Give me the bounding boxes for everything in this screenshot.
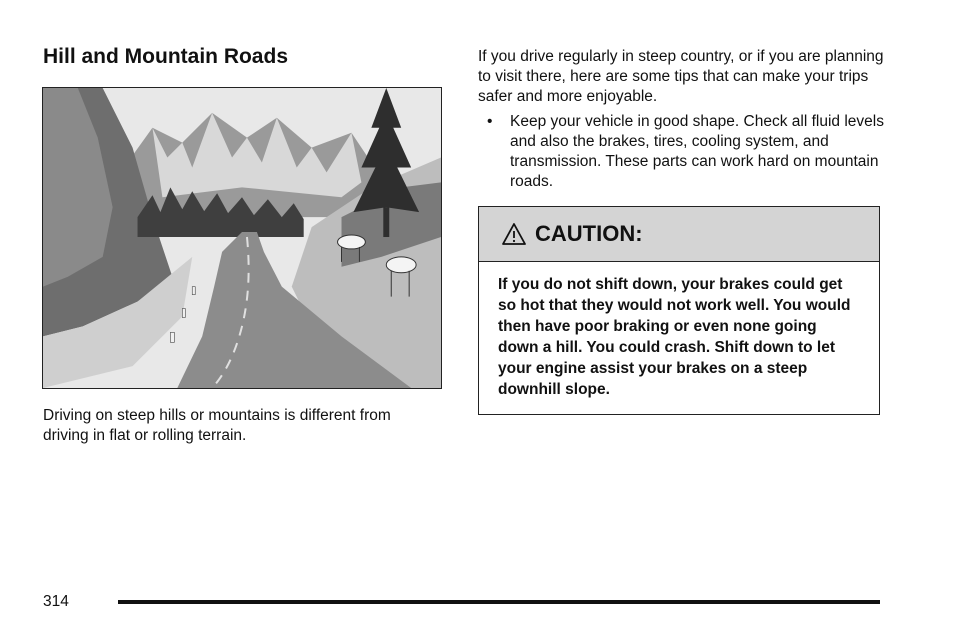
caution-title: CAUTION:: [535, 221, 643, 246]
bullet-icon: •: [487, 113, 493, 130]
tips-list: [478, 112, 888, 192]
caution-text: If you do not shift down, your brakes could get so hot that they would not work well. You would then have poor braking or even none going down a hill. You could crash. Shift down to let your engine assist your brakes on a steep downhill slope.: [498, 276, 851, 398]
list-item: [478, 112, 888, 192]
figure-caption: Driving on steep hills or mountains is different from driving in flat or rolling terrain.: [43, 407, 391, 444]
intro-paragraph: If you drive regularly in steep country, or if you are planning to visit there, here are some tips that can make your trips safer and more enjoyable.: [478, 48, 884, 105]
pine-trunk: [383, 207, 389, 237]
footer-rule: [118, 600, 880, 604]
mountain-road-illustration: [42, 87, 442, 389]
caution-box: [478, 206, 880, 415]
list-item-text: Keep your vehicle in good shape. Check all fluid levels and also the brakes, tires, cooling system, and transmission. These parts can work hard on mountain roads.: [510, 113, 884, 190]
mountain-road-drawing: [43, 88, 441, 388]
page-number: 314: [43, 593, 69, 610]
section-heading: Hill and Mountain Roads: [43, 45, 288, 68]
warning-triangle-icon: [501, 222, 527, 246]
caution-header: [479, 207, 879, 262]
